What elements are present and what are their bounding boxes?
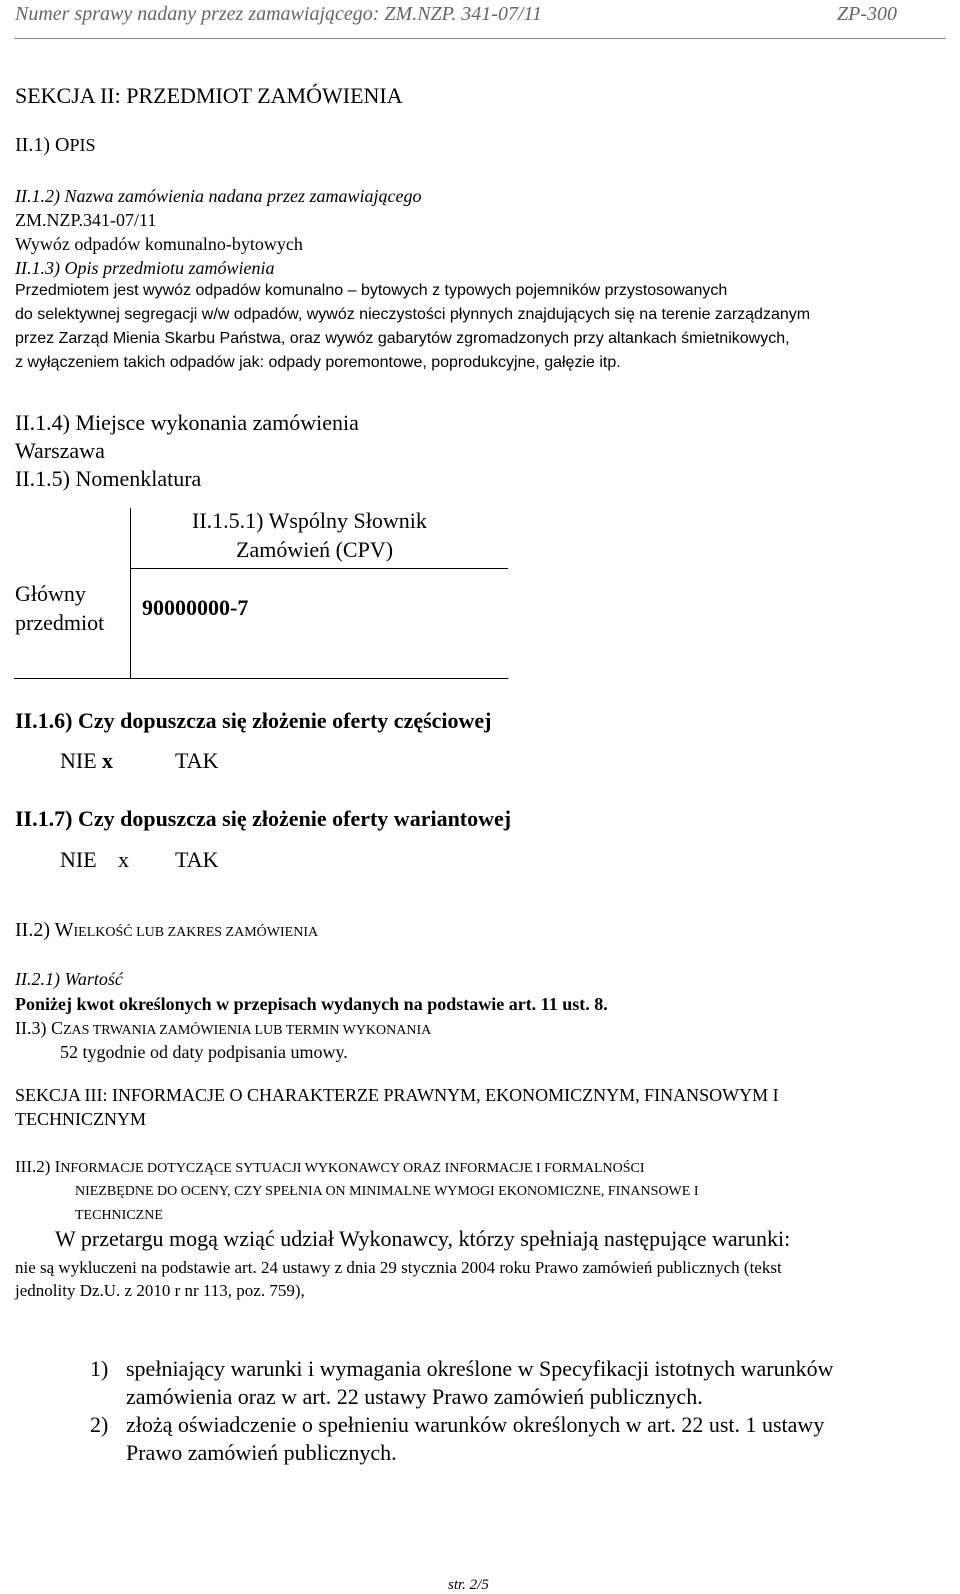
heading-iii-2-line-3: TECHNICZNE bbox=[75, 1208, 163, 1223]
heading-iii-2-line-1 bbox=[15, 1157, 645, 1177]
cpv-header-line-1: II.1.5.1) Wspólny Słownik bbox=[192, 508, 427, 533]
heading-ii-1-3: II.1.3) Opis przedmiotu zamówienia bbox=[15, 258, 275, 278]
legal-basis-line-1: nie są wykluczeni na podstawie art. 24 ustawy z dnia 29 stycznia 2004 roku Prawo zamówień publicznych (tekst bbox=[15, 1258, 782, 1277]
heading-iii-2-prefix: III.2) I bbox=[15, 1157, 61, 1176]
section-2-title: SEKCJA II: PRZEDMIOT ZAMÓWIENIA bbox=[15, 83, 403, 108]
heading-ii-2-rest: IELKOŚĆ LUB ZAKRES ZAMÓWIENIA bbox=[73, 925, 319, 940]
condition-1-number: 1) bbox=[90, 1356, 109, 1381]
condition-2-line-1: złożą oświadczenie o spełnieniu warunków określonych w art. 22 ust. 1 ustawy bbox=[126, 1412, 825, 1437]
cpv-row-label-line-2: przedmiot bbox=[15, 610, 105, 635]
place-of-execution: Warszawa bbox=[15, 438, 105, 463]
heading-ii-3-prefix: II.3) C bbox=[15, 1018, 63, 1038]
order-name: Wywóz odpadów komunalno-bytowych bbox=[15, 234, 303, 254]
condition-1-line-1: spełniający warunki i wymagania określone w Specyfikacji istotnych warunków bbox=[126, 1356, 834, 1381]
heading-ii-3 bbox=[15, 1018, 431, 1039]
heading-ii-1-5: II.1.5) Nomenklatura bbox=[15, 466, 202, 491]
conditions-intro: W przetargu mogą wziąć udział Wykonawcy, którzy spełniają następujące warunki: bbox=[55, 1226, 791, 1251]
legal-basis-line-2: jednolity Dz.U. z 2010 r nr 113, poz. 759), bbox=[15, 1281, 305, 1300]
header-form-code: ZP-300 bbox=[837, 3, 897, 25]
section-3-title-line-1: SEKCJA III: INFORMACJE O CHARAKTERZE PRAWNYM, EKONOMICZNYM, FINANSOWYM I bbox=[15, 1085, 779, 1105]
partial-offer-mark: x bbox=[102, 748, 113, 773]
heading-ii-1-opis bbox=[15, 134, 95, 157]
variant-offer-tak: TAK bbox=[175, 847, 219, 872]
heading-ii-2 bbox=[15, 919, 318, 942]
cpv-row-label-line-1: Główny bbox=[15, 581, 86, 606]
variant-offer-nie: NIE bbox=[60, 847, 97, 872]
heading-ii-3-rest: ZAS TRWANIA ZAMÓWIENIA LUB TERMIN WYKONANIA bbox=[63, 1023, 432, 1038]
cpv-header-line-2: Zamówień (CPV) bbox=[236, 537, 394, 562]
condition-2-line-2: Prawo zamówień publicznych. bbox=[126, 1440, 397, 1465]
duration-value: 52 tygodnie od daty podpisania umowy. bbox=[60, 1042, 348, 1062]
heading-ii-1-2: II.1.2) Nazwa zamówienia nadana przez zamawiającego bbox=[15, 186, 422, 206]
heading-ii-1-7: II.1.7) Czy dopuszcza się złożenie oferty wariantowej bbox=[15, 806, 512, 831]
partial-offer-nie: NIE bbox=[60, 748, 97, 773]
variant-offer-mark: x bbox=[118, 847, 129, 872]
header-case-number: Numer sprawy nadany przez zamawiającego: ZM.NZP. 341-07/11 bbox=[15, 3, 543, 25]
section-3-title-line-2: TECHNICZNYM bbox=[15, 1109, 146, 1129]
cpv-code: 90000000-7 bbox=[142, 595, 249, 620]
partial-offer-tak: TAK bbox=[175, 748, 219, 773]
heading-ii-1-6: II.1.6) Czy dopuszcza się złożenie oferty częściowej bbox=[15, 708, 492, 733]
heading-iii-2-rest-1: NFORMACJE DOTYCZĄCE SYTUACJI WYKONAWCY ORAZ INFORMACJE I FORMALNOŚCI bbox=[60, 1161, 645, 1176]
cpv-table-bottom-rule bbox=[14, 678, 508, 679]
heading-ii-1-rest: PIS bbox=[69, 135, 96, 155]
header-divider bbox=[14, 38, 946, 39]
heading-ii-2-1: II.2.1) Wartość bbox=[15, 969, 123, 989]
reference-number: ZM.NZP.341-07/11 bbox=[15, 210, 157, 230]
description-line-2: do selektywnej segregacji w/w odpadów, wywóz nieczystości płynnych znajdujących się na terenie zarządzanym bbox=[15, 306, 811, 323]
description-line-1: Przedmiotem jest wywóz odpadów komunalno – bytowych z typowych pojemników przystosowanych bbox=[15, 282, 728, 299]
heading-ii-1-prefix: II.1) O bbox=[15, 134, 70, 156]
condition-2-number: 2) bbox=[90, 1412, 109, 1437]
heading-ii-2-prefix: II.2) W bbox=[15, 919, 74, 941]
description-line-3: przez Zarząd Mienia Skarbu Państwa, oraz wywóz gabarytów zgromadzonych przy altankach śmietnikowych, bbox=[15, 330, 790, 347]
page-number: str. 2/5 bbox=[448, 1577, 489, 1593]
heading-iii-2-line-2: NIEZBĘDNE DO OCENY, CZY SPEŁNIA ON MINIMALNE WYMOGI EKONOMICZNE, FINANSOWE I bbox=[75, 1184, 699, 1199]
cpv-table-vertical-rule bbox=[130, 508, 131, 678]
heading-ii-1-4: II.1.4) Miejsce wykonania zamówienia bbox=[15, 410, 359, 435]
value-statement: Poniżej kwot określonych w przepisach wydanych na podstawie art. 11 ust. 8. bbox=[15, 994, 608, 1014]
condition-1-line-2: zamówienia oraz w art. 22 ustawy Prawo zamówień publicznych. bbox=[126, 1384, 703, 1409]
cpv-table-header-rule bbox=[130, 568, 508, 569]
description-line-4: z wyłączeniem takich odpadów jak: odpady poremontowe, poprodukcyjne, gałęzie itp. bbox=[15, 354, 621, 371]
